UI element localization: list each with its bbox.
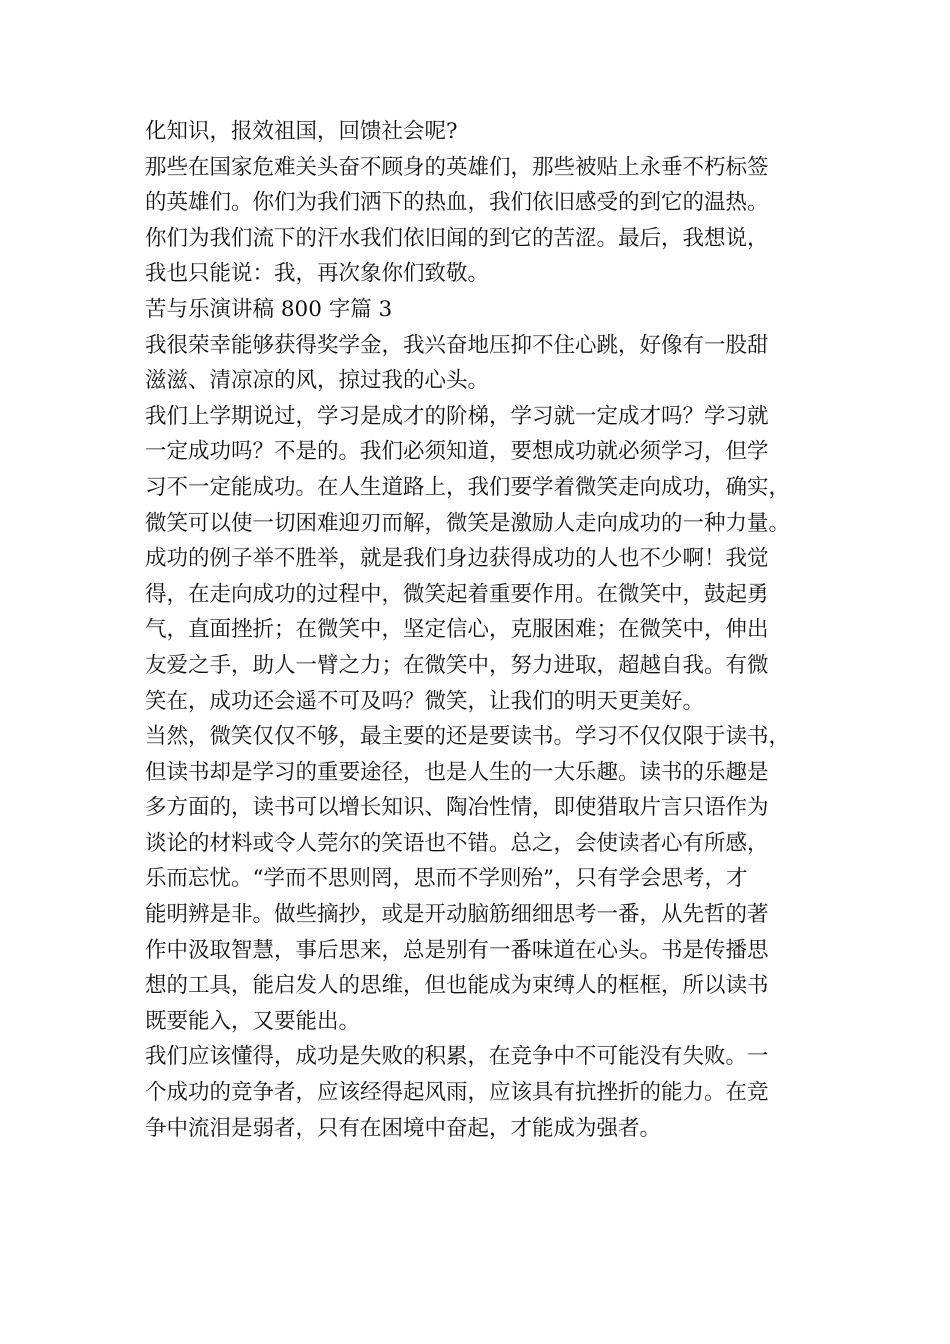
text-line: 多方面的，读书可以增长知识、陶冶性情，即使猎取片言只语作为 — [145, 795, 769, 821]
text-line: 谈论的材料或令人莞尔的笑语也不错。总之，会使读者心有所感， — [145, 830, 769, 856]
text-line: 既要能入，又要能出。 — [145, 1008, 361, 1034]
text-line: 争中流泪是弱者，只有在困境中奋起，才能成为强者。 — [145, 1115, 662, 1141]
text-line: 乐而忘忧。“学而不思则罔，思而不学则殆”，只有学会思考，才 — [145, 866, 748, 892]
text-line: 笑在，成功还会遥不可及吗？微笑，让我们的明天更美好。 — [145, 688, 705, 714]
text-line: 但读书却是学习的重要途径，也是人生的一大乐趣。读书的乐趣是 — [145, 759, 769, 785]
text-line: 滋滋、清凉凉的风，掠过我的心头。 — [145, 368, 490, 394]
text-line: 微笑可以使一切困难迎刃而解，微笑是激励人走向成功的一种力量。 — [145, 510, 791, 536]
document-body — [145, 114, 810, 1146]
text-line: 气，直面挫折；在微笑中，坚定信心，克服困难；在微笑中，伸出 — [145, 617, 769, 643]
text-line: 我很荣幸能够获得奖学金，我兴奋地压抑不住心跳，好像有一股甜 — [145, 332, 769, 358]
text-line: 得，在走向成功的过程中，微笑起着重要作用。在微笑中，鼓起勇 — [145, 581, 769, 607]
text-line: 我们上学期说过，学习是成才的阶梯，学习就一定成才吗？学习就 — [145, 403, 769, 429]
text-line: 一定成功吗？不是的。我们必须知道，要想成功就必须学习，但学 — [145, 439, 769, 465]
text-line: 你们为我们流下的汗水我们依旧闻的到它的苦涩。最后，我想说， — [145, 225, 769, 251]
text-line: 个成功的竞争者，应该经得起风雨，应该具有抗挫折的能力。在竞 — [145, 1080, 769, 1106]
text-line: 化知识，报效祖国，回馈社会呢? — [145, 119, 458, 144]
text-line: 的英雄们。你们为我们洒下的热血，我们依旧感受的到它的温热。 — [145, 190, 769, 216]
text-line: 那些在国家危难关头奋不顾身的英雄们，那些被贴上永垂不朽标签 — [145, 154, 769, 180]
text-line: 习不一定能成功。在人生道路上，我们要学着微笑走向成功，确实， — [145, 474, 791, 500]
text-line: 当然，微笑仅仅不够，最主要的还是要读书。学习不仅仅限于读书， — [145, 724, 791, 750]
section-heading: 苦与乐演讲稿 800 字篇 3 — [145, 296, 393, 322]
text-line: 成功的例子举不胜举，就是我们身边获得成功的人也不少啊！我觉 — [145, 546, 769, 572]
text-line: 能明辨是非。做些摘抄，或是开动脑筋细细思考一番，从先哲的著 — [145, 902, 769, 928]
text-line: 我也只能说：我，再次象你们致敬。 — [145, 261, 490, 287]
text-line: 作中汲取智慧，事后思来，总是别有一番味道在心头。书是传播思 — [145, 937, 769, 963]
text-line: 想的工具，能启发人的思维，但也能成为束缚人的框框，所以读书 — [145, 973, 769, 999]
text-line: 我们应该懂得，成功是失败的积累，在竞争中不可能没有失败。一 — [145, 1044, 769, 1070]
text-line: 友爱之手，助人一臂之力；在微笑中，努力进取，超越自我。有微 — [145, 652, 769, 678]
